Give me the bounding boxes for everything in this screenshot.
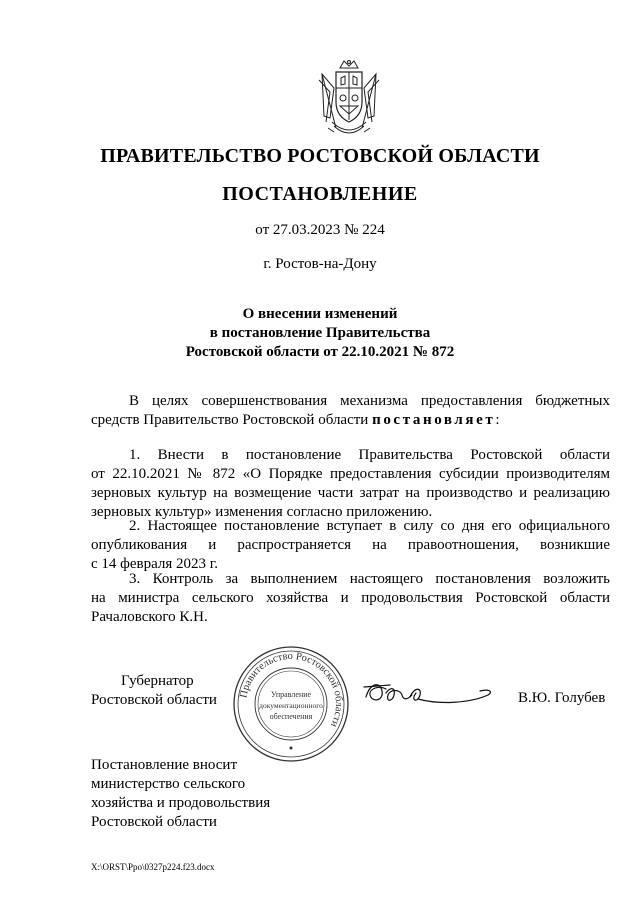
coat-of-arms-icon (314, 58, 384, 140)
paragraph-line: 1. Внести в постановление Правительства Ростовской области (129, 447, 610, 463)
stamp-outer-text: Правительство Ростовской области (238, 650, 345, 729)
signatory-name: В.Ю. Голубев (518, 690, 606, 706)
paragraph-line: 3. Контроль за выполнением настоящего постановления возложить (129, 571, 610, 587)
stamp-inner-line: обеспечения (269, 712, 313, 721)
document-city: г. Ростов-на-Дону (263, 256, 377, 272)
stamp-inner-line: документационного (259, 701, 323, 710)
file-path-footer: X:\ORST\Ppo\0327p224.f23.docx (91, 862, 215, 872)
preamble-text: средств Правительство Ростовской области (91, 412, 373, 428)
preamble-paragraph (91, 392, 610, 430)
introduced-by-line: Постановление вносит (91, 757, 238, 773)
handwritten-signature-icon (360, 673, 500, 715)
resolution-keyword: постановляет (372, 412, 496, 428)
paragraph-line: зерновых культур на возмещение части затрат на производство и реализацию (91, 485, 610, 501)
introduced-by-line: министерство сельского (91, 776, 246, 792)
document-date-number: от 27.03.2023 № 224 (255, 222, 385, 238)
paragraph-line: от 22.10.2021 № 872 «О Порядке предоставления субсидии производителям (91, 466, 610, 482)
document-subject (0, 305, 640, 362)
introduced-by-line: хозяйства и продовольствия (91, 795, 271, 811)
official-stamp-icon (232, 645, 350, 763)
paragraph-line: В целях совершенствования механизма предоставления бюджетных (129, 393, 610, 409)
introduced-by-line: Ростовской области (91, 814, 217, 830)
preamble-colon: : (495, 412, 500, 428)
position-line: Ростовской области (91, 692, 217, 708)
organization-title: ПРАВИТЕЛЬСТВО РОСТОВСКОЙ ОБЛАСТИ (100, 145, 540, 167)
paragraph-line (91, 411, 610, 430)
position-line: Губернатор (121, 673, 194, 689)
paragraph-line: 2. Настоящее постановление вступает в силу со дня его официального (129, 518, 610, 534)
stamp-inner-line: Управление (270, 690, 312, 699)
paragraph-line: на министра сельского хозяйства и продовольствия Ростовской области (91, 590, 610, 606)
signatory-position (91, 672, 217, 710)
subject-line: О внесении изменений (242, 306, 398, 322)
document-type: ПОСТАНОВЛЕНИЕ (222, 183, 418, 205)
subject-line: Ростовской области от 22.10.2021 № 872 (185, 344, 455, 360)
introduced-by (91, 756, 270, 832)
paragraph-line: с 14 февраля 2023 г. (91, 556, 219, 572)
item-3-paragraph (91, 570, 610, 627)
item-1-paragraph (91, 446, 610, 522)
item-2-paragraph (91, 517, 610, 574)
paragraph-line: Рачаловского К.Н. (91, 609, 208, 625)
paragraph-line: опубликования и распространяется на правоотношения, возникшие (91, 537, 610, 553)
subject-line: в постановление Правительства (209, 325, 431, 341)
paragraph-line: зерновых культур» изменения согласно приложению. (91, 504, 433, 520)
